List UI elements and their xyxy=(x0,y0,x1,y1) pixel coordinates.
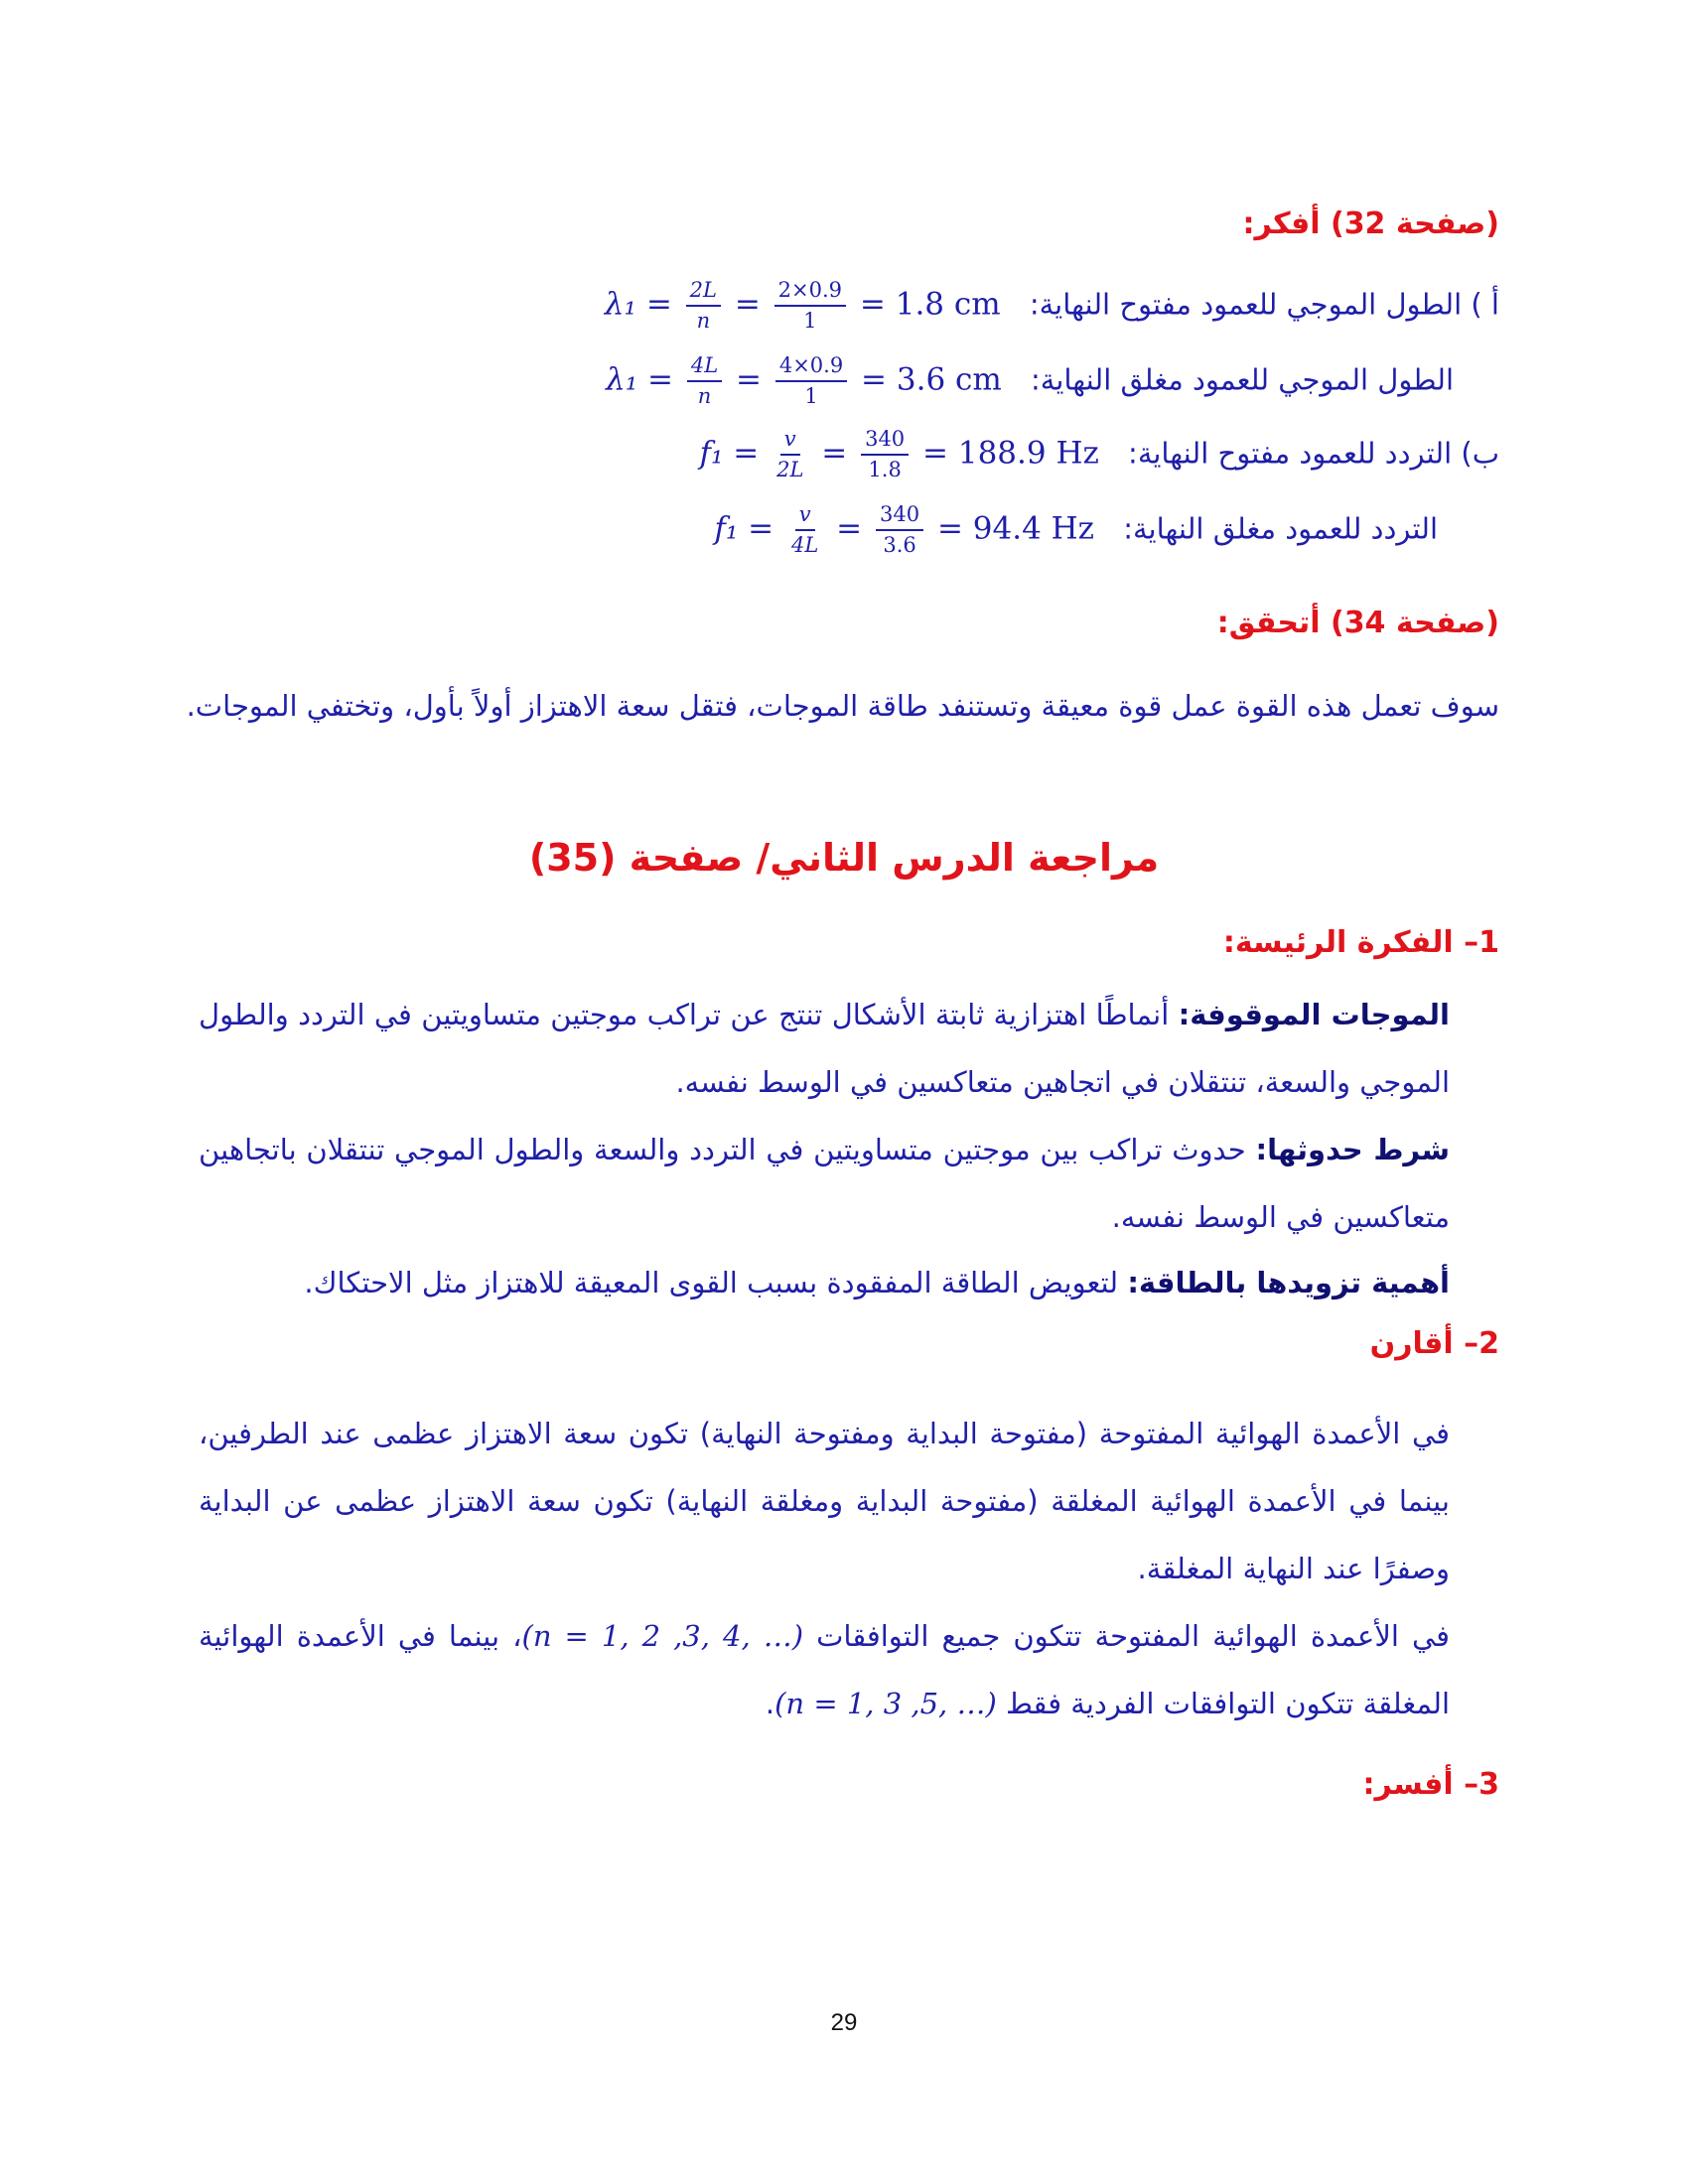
verify-answer-text: سوف تعمل هذه القوة عمل قوة معيقة وتستنفد طاقة الموجات، فتقل سعة الاهتزاز أولاً بأول، وتختفي الموجات. xyxy=(186,689,1499,723)
question-title: الفكرة الرئيسة: xyxy=(1222,925,1454,960)
question-number: 3 xyxy=(1478,1767,1499,1802)
text-segment: ، بينما في الأعمدة الهوائية المغلقة تتكون التوافقات الفردية فقط xyxy=(199,1619,1450,1720)
term-definition: أنماطًا اهتزازية ثابتة الأشكال تنتج عن تراكب موجتين متساويتين في التردد والطول الموجي والسعة، تنتقلان في اتجاهين متعاكسين في الوسط نفسه. xyxy=(199,998,1450,1099)
math-expression: (n = 1, 2 ,3, 4, …) xyxy=(521,1619,804,1653)
fraction-denominator: n xyxy=(697,384,712,408)
text-segment: . xyxy=(765,1687,775,1720)
question-3-heading: 3– أفسر: xyxy=(1362,1767,1499,1802)
equation: λ₁ = $\frac{2L}{n}$ = $\frac{2\times 0.9}{1}$ = 1.8 cm xyxy=(604,278,1001,333)
equation-row-open-wavelength xyxy=(605,280,1499,332)
term-definition: حدوث تراكب بين موجتين متساويتين في التردد والسعة والطول الموجي تنتقلان باتجاهين متعاكسين في الوسط نفسه. xyxy=(199,1133,1450,1234)
question-2-heading: 2– أقارن xyxy=(1369,1326,1499,1361)
fraction-numerator: 2×0.9 xyxy=(774,280,846,307)
section-heading-think: (صفحة 32) أفكر: xyxy=(1242,206,1499,241)
equation-result: = 94.4 Hz xyxy=(936,510,1095,547)
fraction-numerator: 4×0.9 xyxy=(775,355,847,382)
equation-lhs: f₁ xyxy=(699,435,724,472)
fraction-numerator: 4L xyxy=(687,355,722,382)
fraction-denominator: 3.6 xyxy=(883,533,916,557)
question-title: أفسر: xyxy=(1362,1767,1454,1802)
question-title: أقارن xyxy=(1369,1326,1454,1361)
term-label: الموجات الموقوفة: xyxy=(1178,998,1450,1031)
term-label: شرط حدوثها: xyxy=(1255,1133,1450,1166)
term-label: أهمية تزويدها بالطاقة: xyxy=(1127,1266,1450,1299)
equation-row-closed-frequency xyxy=(714,504,1438,556)
fraction-numerator: v xyxy=(795,504,815,531)
q2-paragraph-amplitude: في الأعمدة الهوائية المفتوحة (مفتوحة البداية ومفتوحة النهاية) تكون سعة الاهتزاز عظمى عند الطرفين، بينما في الأعمدة الهوائية المغلقة (مفتوحة البداية ومغلقة النهاية) تكون سعة الاهتزاز عظمى عن البداية وصفرًا عند النهاية المغلقة. xyxy=(199,1417,1450,1585)
equation-label: التردد للعمود مغلق النهاية: xyxy=(1123,511,1438,546)
fraction-denominator: 4L xyxy=(790,533,819,557)
fraction-numerator: 340 xyxy=(876,504,923,531)
equation-result: = 1.8 cm xyxy=(859,286,1001,323)
fraction-numerator: 340 xyxy=(861,429,909,456)
q1-paragraph-condition xyxy=(199,1116,1450,1251)
equation: λ₁ = $\frac{4L}{n}$ = $\frac{4\times 0.9}{1}$ = 3.6 cm xyxy=(606,353,1002,408)
equation-label: الطول الموجي للعمود مغلق النهاية: xyxy=(1031,362,1454,397)
equation: f₁ = $\frac{v}{4L}$ = $\frac{340}{3.6}$ = 94.4 Hz xyxy=(714,502,1095,557)
question-number: 1 xyxy=(1478,925,1499,960)
equation-result: = 188.9 Hz xyxy=(922,435,1099,472)
equation-row-open-frequency xyxy=(699,429,1499,480)
equation-lhs: f₁ xyxy=(714,510,739,547)
fraction-numerator: v xyxy=(780,429,800,456)
term-definition: لتعويض الطاقة المفقودة بسبب القوى المعيقة للاهتزاز مثل الاحتكاك. xyxy=(304,1266,1128,1299)
equation-lhs: λ₁ xyxy=(606,361,638,398)
question-number: 2 xyxy=(1478,1326,1499,1361)
fraction-denominator: n xyxy=(696,309,711,333)
fraction-denominator: 2L xyxy=(776,458,804,481)
equation: f₁ = $\frac{v}{2L}$ = $\frac{340}{1.8}$ = 188.9 Hz xyxy=(699,427,1099,481)
fraction-numerator: 2L xyxy=(686,280,721,307)
section-heading-verify: (صفحة 34) أتحقق: xyxy=(1216,606,1499,640)
text-segment: في الأعمدة الهوائية المفتوحة تتكون جميع التوافقات xyxy=(803,1619,1450,1653)
question-1-heading: 1– الفكرة الرئيسة: xyxy=(1222,925,1499,960)
equation-lhs: λ₁ xyxy=(604,286,636,323)
equation-result: = 3.6 cm xyxy=(861,361,1002,398)
q2-paragraph-harmonics xyxy=(199,1602,1450,1737)
equation-row-closed-wavelength xyxy=(606,355,1454,407)
fraction-denominator: 1 xyxy=(803,309,817,333)
q1-paragraph-energy xyxy=(199,1249,1450,1316)
equation-label: ب) التردد للعمود مفتوح النهاية: xyxy=(1128,436,1499,471)
fraction-denominator: 1 xyxy=(804,384,818,408)
q1-paragraph-standing-waves xyxy=(199,981,1450,1116)
fraction-denominator: 1.8 xyxy=(868,458,902,481)
math-expression: (n = 1, 3 ,5, …) xyxy=(774,1687,997,1720)
equation-label: أ ) الطول الموجي للعمود مفتوح النهاية: xyxy=(1029,287,1499,322)
review-title: مراجعة الدرس الثاني/ صفحة (35) xyxy=(528,836,1160,880)
page-number: 29 xyxy=(830,2009,858,2036)
